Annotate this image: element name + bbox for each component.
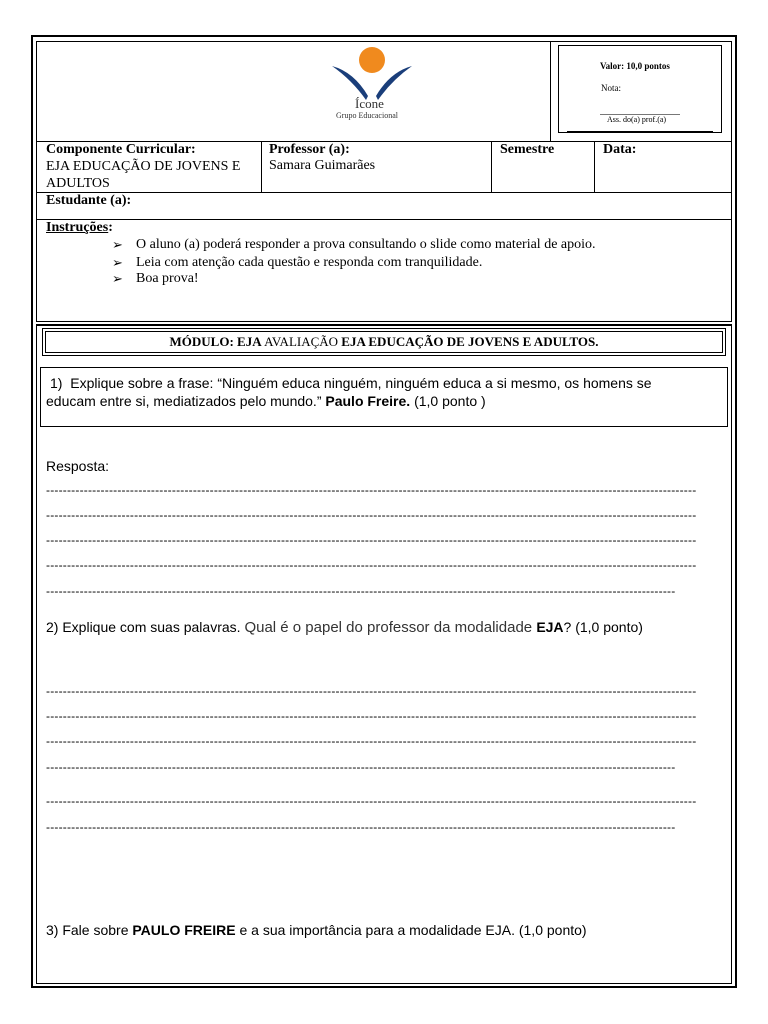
answer-line[interactable]: -----------------------------------------------------------------------------------------------------------------------------------------------------------: [46, 794, 697, 808]
modulo-prefix: MÓDULO: EJA: [169, 334, 265, 349]
instruction-item: [112, 237, 596, 253]
arrow-bullet-icon: ➢: [112, 271, 123, 286]
professor-label: Professor (a):: [269, 142, 350, 157]
question-2-lead: 2) Explique com suas palavras.: [46, 619, 245, 635]
answer-line[interactable]: ------------------------------------------------------------------------------------------------------------------------------------------------------: [46, 820, 676, 834]
instruction-text: Boa prova!: [136, 271, 199, 286]
question-2: [46, 619, 643, 636]
modulo-middle: AVALIAÇÃO: [264, 334, 342, 349]
arrow-bullet-icon: ➢: [112, 255, 123, 270]
signature-label: Ass. do(a) prof.(a): [607, 115, 667, 124]
modulo-suffix: EJA EDUCAÇÃO DE JOVENS E ADULTOS.: [341, 334, 599, 349]
question-1-author: Paulo Freire.: [325, 393, 411, 409]
answer-line[interactable]: -----------------------------------------------------------------------------------------------------------------------------------------------------------: [46, 684, 697, 698]
question-2-text: Qual é o papel do professor da modalidade: [244, 619, 537, 636]
resposta-label: Resposta:: [46, 458, 110, 474]
question-1-line-2: [46, 393, 486, 409]
professor-value: Samara Guimarães: [269, 158, 376, 173]
answer-line[interactable]: -----------------------------------------------------------------------------------------------------------------------------------------------------------: [46, 709, 697, 723]
question-3-name: PAULO FREIRE: [132, 922, 236, 938]
question-1-line-1: [50, 375, 652, 391]
answer-line[interactable]: ------------------------------------------------------------------------------------------------------------------------------------------------------: [46, 760, 676, 774]
instruction-item: [112, 271, 199, 287]
question-3-lead: 3) Fale sobre: [46, 922, 133, 938]
nota-label: Nota:: [601, 83, 621, 93]
estudante-label: Estudante (a):: [46, 193, 132, 208]
logo-subtitle: Grupo Educacional: [336, 111, 398, 120]
question-1-points: (1,0 ponto ): [410, 393, 486, 409]
componente-label: Componente Curricular:: [46, 142, 196, 157]
question-1-text-b: educam entre si, mediatizados pelo mundo.”: [46, 393, 326, 409]
modulo-title: [42, 334, 726, 350]
instrucoes-title: Instruções:: [46, 220, 113, 235]
answer-line[interactable]: -----------------------------------------------------------------------------------------------------------------------------------------------------------: [46, 533, 697, 547]
answer-line[interactable]: -----------------------------------------------------------------------------------------------------------------------------------------------------------: [46, 483, 697, 497]
logo-name: Ícone: [355, 96, 384, 111]
answer-line[interactable]: ------------------------------------------------------------------------------------------------------------------------------------------------------: [46, 584, 676, 598]
semestre-label: Semestre: [500, 142, 555, 157]
instruction-item: [112, 255, 482, 271]
data-label: Data:: [603, 142, 637, 157]
answer-line[interactable]: -----------------------------------------------------------------------------------------------------------------------------------------------------------: [46, 558, 697, 572]
instruction-text: Leia com atenção cada questão e responda com tranquilidade.: [136, 255, 483, 270]
answer-line[interactable]: -----------------------------------------------------------------------------------------------------------------------------------------------------------: [46, 508, 697, 522]
question-1-text-a: Explique sobre a frase: “Ninguém educa ninguém, ninguém educa a si mesmo, os homens se: [70, 375, 652, 391]
componente-value: EJA EDUCAÇÃO DE JOVENS E ADULTOS: [46, 159, 241, 191]
instrucoes-title-text: Instruções: [46, 220, 109, 235]
instruction-text: O aluno (a) poderá responder a prova consultando o slide como material de apoio.: [136, 237, 596, 252]
question-2-points: ? (1,0 ponto): [563, 619, 643, 635]
question-3: [46, 922, 587, 938]
question-3-rest: e a sua importância para a modalidade EJA. (1,0 ponto): [235, 922, 587, 938]
arrow-bullet-icon: ➢: [112, 237, 123, 252]
question-2-eja: EJA: [536, 619, 564, 635]
answer-line[interactable]: -----------------------------------------------------------------------------------------------------------------------------------------------------------: [46, 734, 697, 748]
question-1-number: 1): [50, 375, 63, 391]
valor-text: Valor: 10,0 pontos: [600, 61, 670, 71]
